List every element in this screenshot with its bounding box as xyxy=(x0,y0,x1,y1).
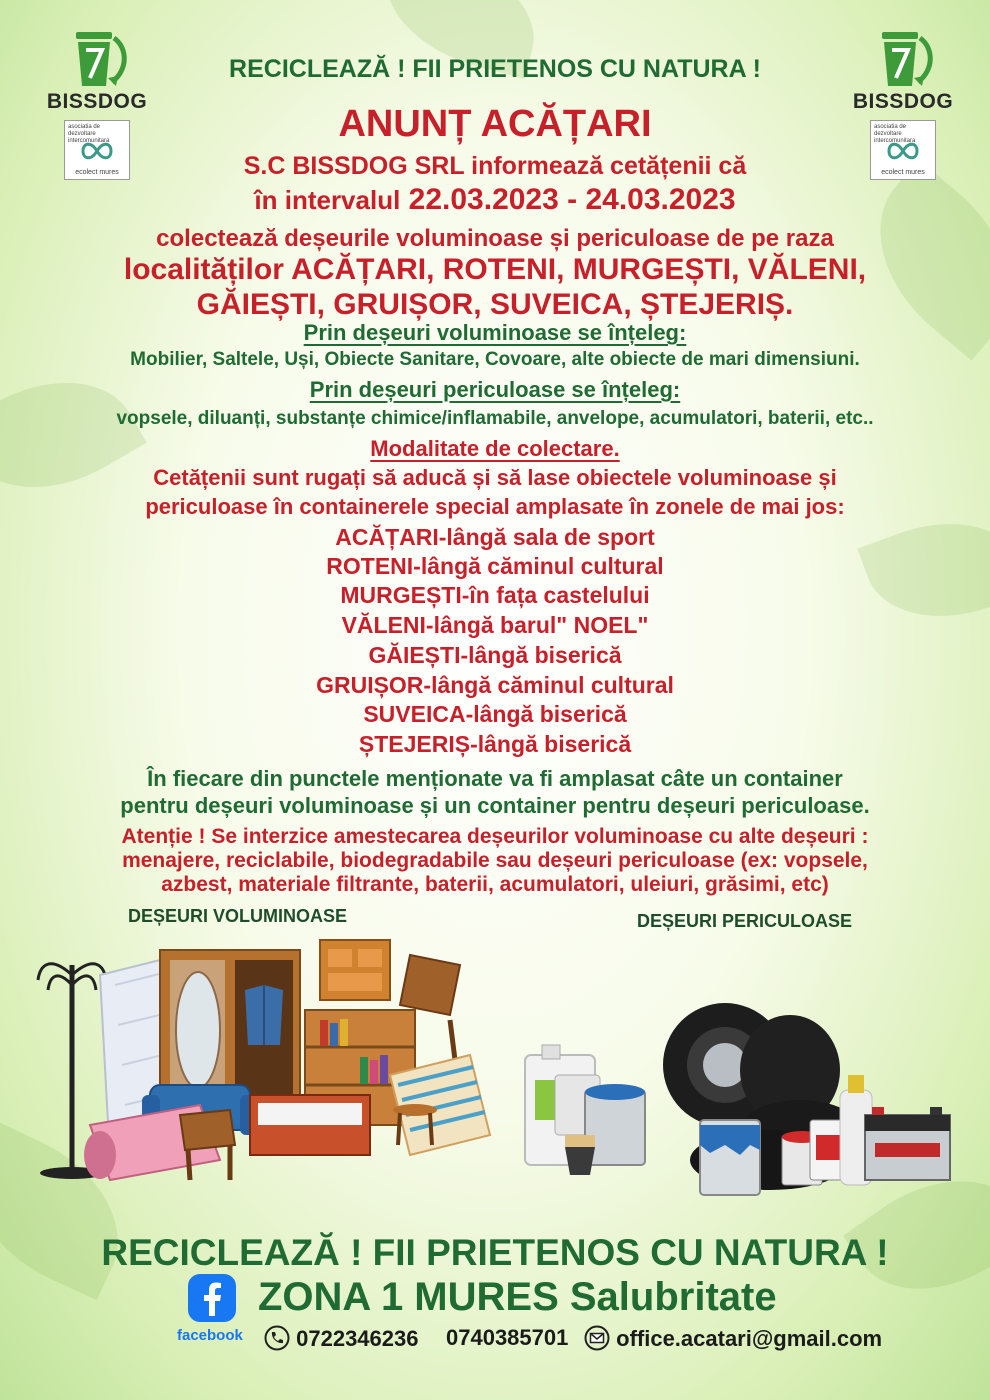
intro-line xyxy=(0,152,990,181)
caption-hazardous: DEȘEURI PERICULOASE xyxy=(637,911,853,931)
location-item: MURGEȘTI-în fața castelului xyxy=(340,582,650,608)
ecolect-logo: asociatia de dezvoltare intercomunitara ecolect mures xyxy=(870,120,936,180)
interval-dates: 22.03.2023 - 24.03.2023 xyxy=(408,183,736,216)
localities-line-2: GĂIEȘTI, GRUIȘOR, SUVEICA, ȘTEJERIȘ. xyxy=(196,288,794,321)
localities-line-1: localităților ACĂȚARI, ROTENI, MURGEȘTI, VĂLENI, xyxy=(123,253,867,286)
warning-line-1: Atenție ! Se interzice amestecarea deșeurilor voluminoase cu alte deșeuri : xyxy=(121,825,869,848)
method-line-1: Cetățenii sunt rugați să aducă și să lase obiectele voluminoase și xyxy=(153,465,837,490)
phone-icon xyxy=(264,1325,290,1351)
bulky-heading: Prin deșeuri voluminoase se înțeleg: xyxy=(303,320,687,345)
facebook-page-name[interactable]: ZONA 1 MURES Salubritate xyxy=(258,1275,777,1319)
brand-name: BISSDOG xyxy=(46,90,148,113)
phone-2[interactable]: 0740385701 xyxy=(446,1325,569,1350)
facebook-label[interactable]: facebook xyxy=(177,1327,243,1344)
location-item: ȘTEJERIȘ-lângă biserică xyxy=(358,731,632,757)
location-item: SUVEICA-lângă biserică xyxy=(363,701,627,727)
method-line-2: periculoase în containerele special amplasate în zonele de mai jos: xyxy=(145,494,845,519)
hazardous-waste-illustration xyxy=(520,995,960,1205)
caption-bulky: DEȘEURI VOLUMINOASE xyxy=(128,906,348,926)
warning-line-3: azbest, materiale filtrante, baterii, acumulatori, uleiuri, grăsimi, etc) xyxy=(161,873,829,896)
slogan-top: RECICLEAZĂ ! FII PRIETENOS CU NATURA ! xyxy=(229,55,761,83)
location-item: GRUIȘOR-lângă căminul cultural xyxy=(316,672,674,698)
bulky-items: Mobilier, Saltele, Uși, Obiecte Sanitare, Covoare, alte obiecte de mari dimensiuni. xyxy=(130,349,860,370)
brand-name: BISSDOG xyxy=(852,90,954,113)
hazardous-items: vopsele, diluanți, substanțe chimice/inflamabile, anvelope, acumulatori, baterii, etc.. xyxy=(116,408,874,429)
email-address[interactable]: office.acatari@gmail.com xyxy=(616,1326,883,1351)
phone-1[interactable]: 0722346236 xyxy=(296,1326,419,1351)
hazardous-heading: Prin deșeuri periculoase se înțeleg: xyxy=(309,377,681,402)
slogan-bottom: RECICLEAZĂ ! FII PRIETENOS CU NATURA ! xyxy=(101,1232,889,1273)
location-item: ROTENI-lângă căminul cultural xyxy=(326,553,664,579)
method-heading: Modalitate de colectare. xyxy=(370,436,620,461)
email-contact xyxy=(584,1325,882,1352)
collect-line: colectează deșeurile voluminoase și periculoase de pe raza xyxy=(156,225,834,252)
location-item: VĂLENI-lângă barul" NOEL" xyxy=(341,612,649,638)
company-name: S.C BISSDOG SRL xyxy=(243,152,465,180)
email-icon xyxy=(584,1325,610,1351)
location-item: GĂIEȘTI-lângă biserică xyxy=(368,642,622,668)
facebook-icon[interactable] xyxy=(188,1274,236,1322)
containers-line-1: În fiecare din punctele menționate va fi amplasat câte un container xyxy=(147,766,843,791)
warning-line-2: menajere, reciclabile, biodegradabile sau deșeuri periculoase (ex: vopsele, xyxy=(122,849,868,872)
containers-line-2: pentru deșeuri voluminoase și un container pentru deșeuri periculoase. xyxy=(120,793,870,818)
interval-line: în intervalul 22.03.2023 - 24.03.2023 xyxy=(254,183,736,216)
location-item: ACĂȚARI-lângă sala de sport xyxy=(335,524,655,550)
page-title: ANUNȚ ACĂȚARI xyxy=(338,103,652,145)
informs-text: informează cetățenii că xyxy=(471,152,747,180)
phone-contact xyxy=(264,1325,418,1352)
bulky-waste-illustration xyxy=(30,935,500,1185)
ecolect-logo: asociatia de dezvoltare intercomunitara ecolect mures xyxy=(64,120,130,180)
